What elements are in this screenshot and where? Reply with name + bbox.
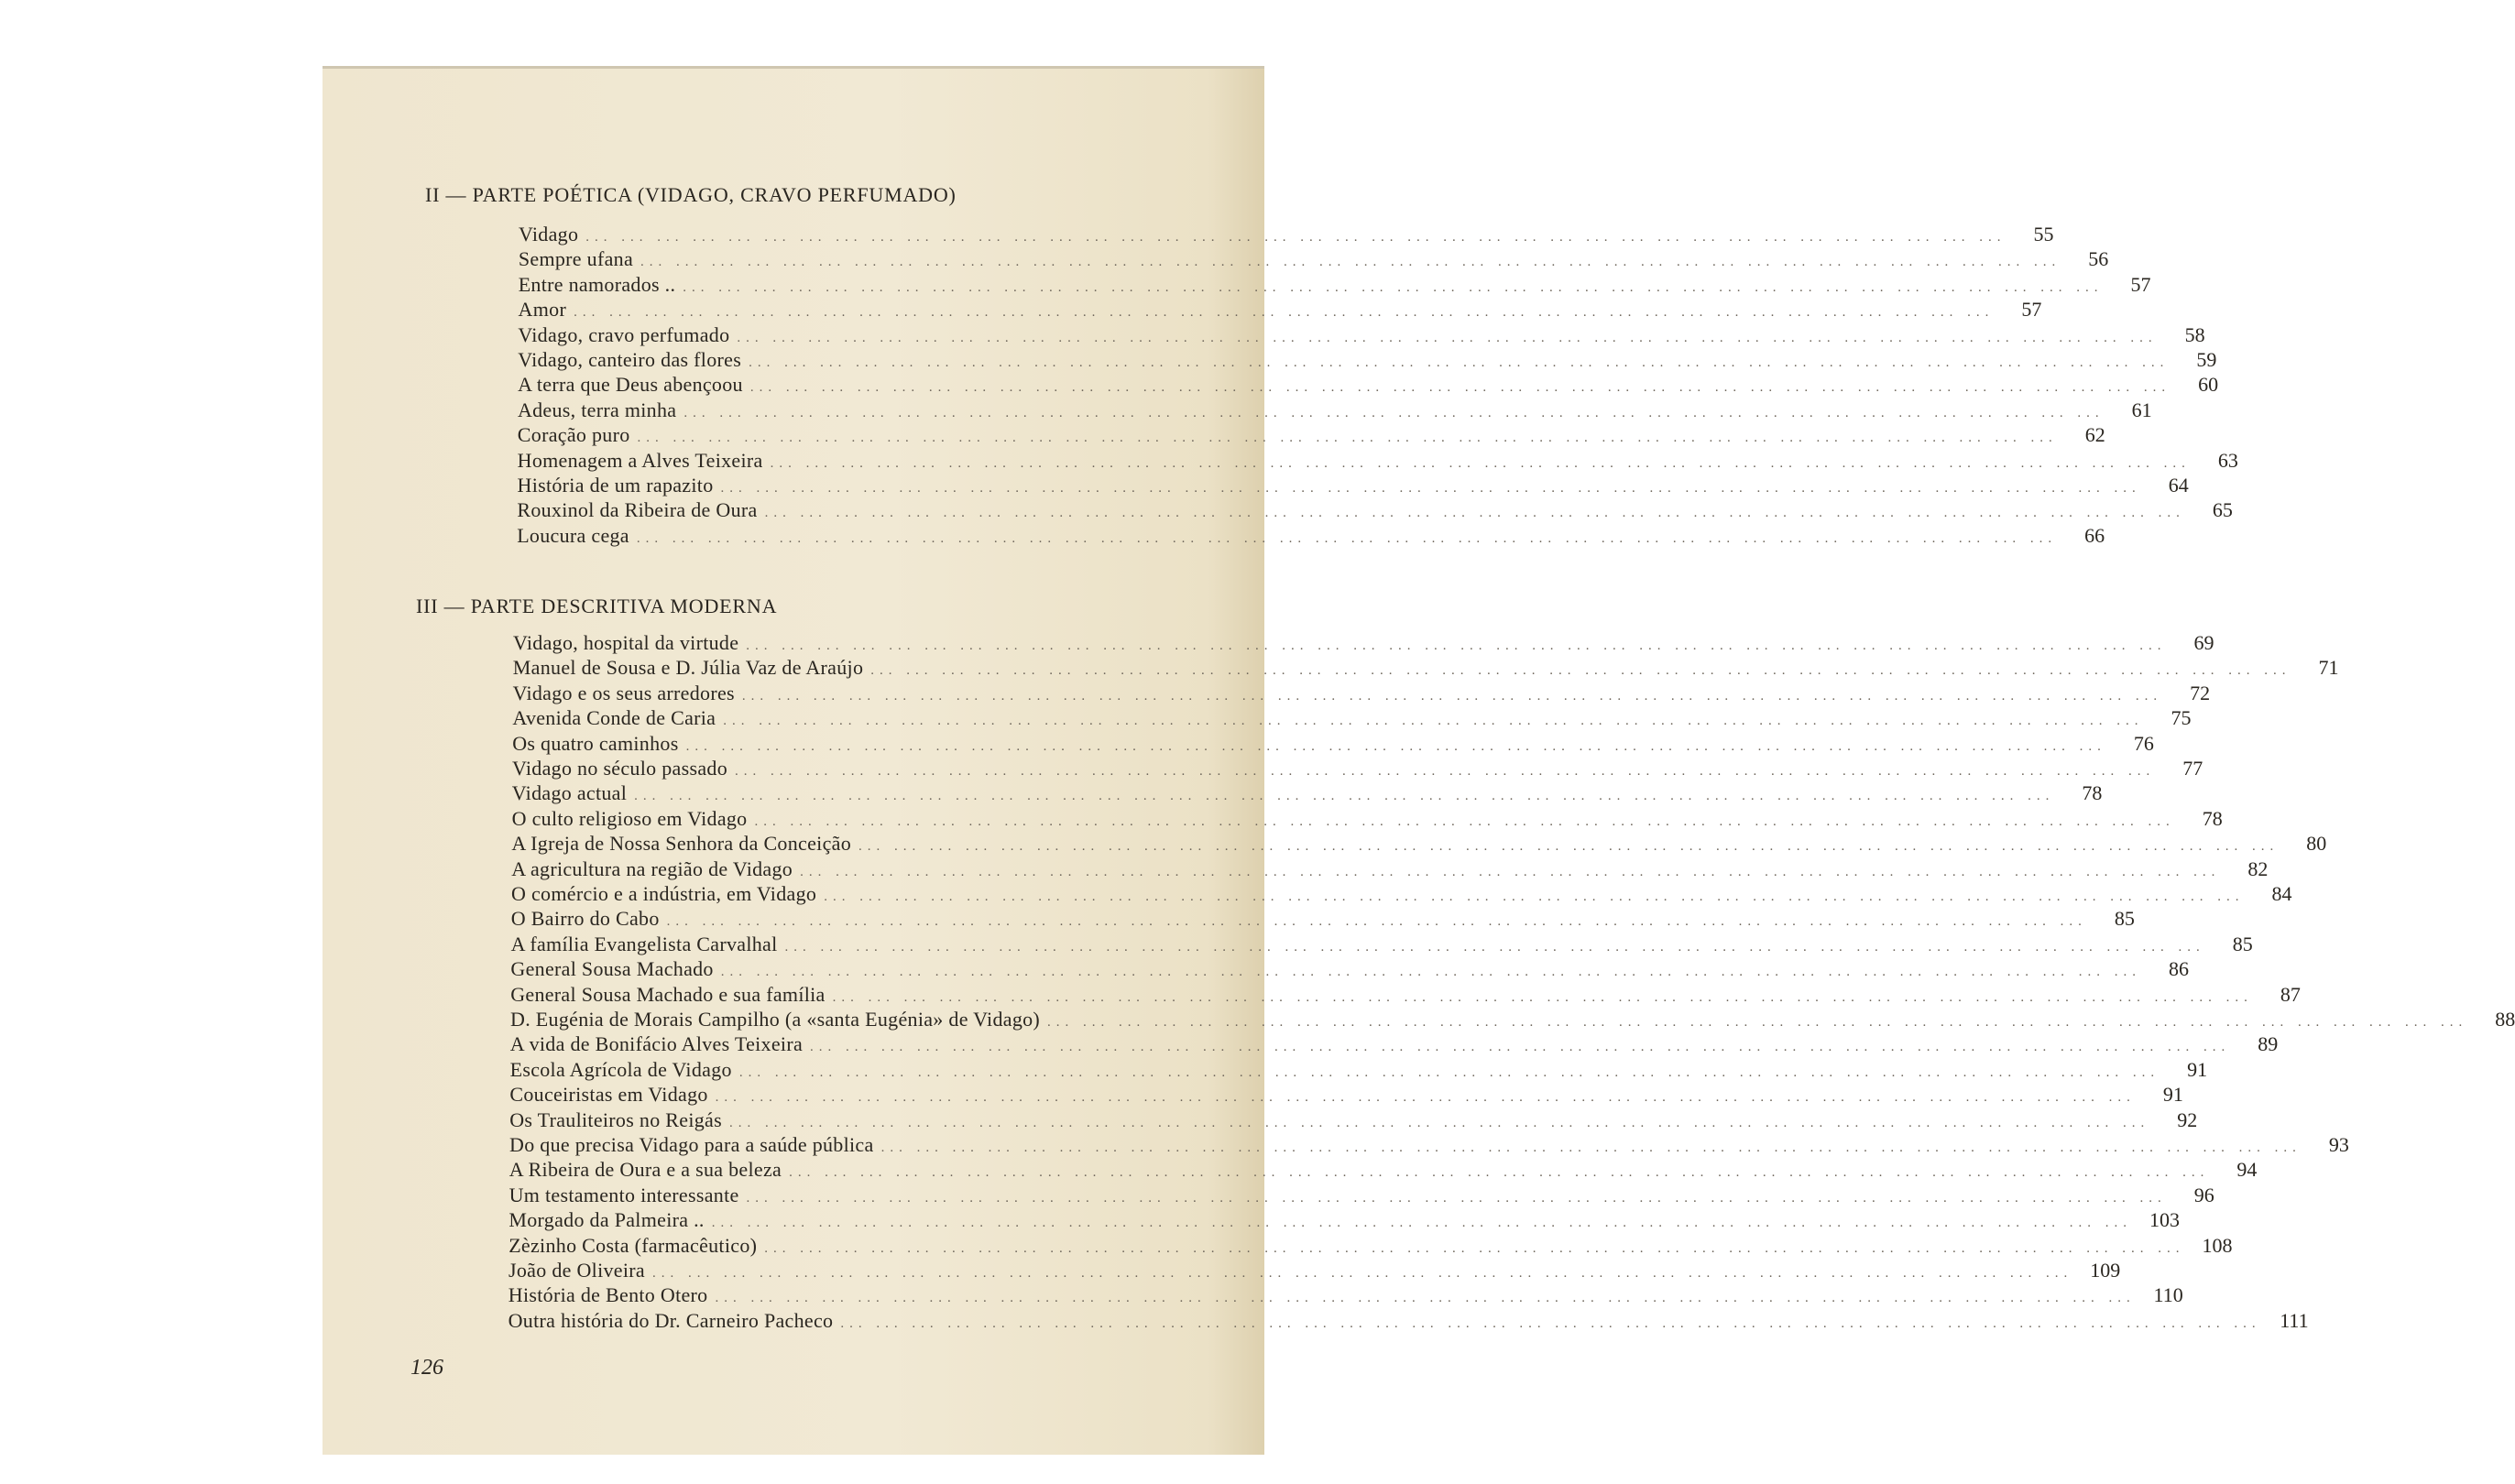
toc-entry-page: 76 — [2133, 731, 2154, 755]
toc-entry-page: 88 — [2495, 1008, 2515, 1031]
toc-entry-page: 69 — [2193, 631, 2214, 654]
toc-entry-page: 58 — [2184, 322, 2205, 346]
dot-leader: ... ... ... ... ... ... ... ... ... ... ... ... ... ... ... ... ... ... ... ... ... ... ... ... ... ... ... ... ... ... ... ... ... ... ... ... ... ... ... ... — [749, 380, 2171, 396]
toc-entry — [512, 731, 2154, 756]
toc-entry-title: Vidago — [519, 223, 579, 246]
toc-entry — [517, 497, 2233, 522]
toc-entry-page: 66 — [2084, 523, 2105, 547]
dot-leader: ... ... ... ... ... ... ... ... ... ... ... ... ... ... ... ... ... ... ... ... ... ... ... ... ... ... ... ... ... ... ... ... ... ... ... ... ... ... ... ... — [1047, 1015, 2468, 1030]
toc-entry-page: 64 — [2168, 474, 2189, 496]
toc-entry-page: 71 — [2318, 656, 2339, 680]
toc-entry — [509, 1082, 2183, 1107]
dot-leader: ... ... ... ... ... ... ... ... ... ... ... ... ... ... ... ... ... ... ... ... ... ... ... ... ... ... ... ... ... ... ... ... ... ... ... ... ... ... ... ... — [651, 1266, 2073, 1281]
toc-entry-page: 57 — [2130, 272, 2151, 296]
toc-entry-title: Vidago, cravo perfumado — [518, 322, 730, 346]
dot-leader: ... ... ... ... ... ... ... ... ... ... ... ... ... ... ... ... ... ... ... ... ... ... ... ... ... ... ... ... ... ... ... ... ... ... ... ... ... ... ... ... — [764, 506, 2185, 521]
section-heading-descritiva: III — PARTE DESCRITIVA MODERNA — [416, 595, 778, 617]
toc-entry-title: General Sousa Machado e sua família — [510, 982, 826, 1006]
dot-leader: ... ... ... ... ... ... ... ... ... ... ... ... ... ... ... ... ... ... ... ... ... ... ... ... ... ... ... ... ... ... ... ... ... ... ... ... ... ... ... ... — [636, 530, 2058, 546]
toc-entry — [509, 1108, 2198, 1132]
dot-leader: ... ... ... ... ... ... ... ... ... ... ... ... ... ... ... ... ... ... ... ... ... ... ... ... ... ... ... ... ... ... ... ... ... ... ... ... ... ... ... ... — [711, 1216, 2132, 1231]
toc-entry-title: Entre namorados .. — [518, 272, 676, 296]
toc-entry-page: 61 — [2131, 398, 2152, 421]
dot-leader: ... ... ... ... ... ... ... ... ... ... ... ... ... ... ... ... ... ... ... ... ... ... ... ... ... ... ... ... ... ... ... ... ... ... ... ... ... ... ... ... — [784, 939, 2205, 955]
toc-entry-title: General Sousa Machado — [510, 957, 714, 981]
toc-entry — [510, 956, 2189, 981]
dot-leader: ... ... ... ... ... ... ... ... ... ... ... ... ... ... ... ... ... ... ... ... ... ... ... ... ... ... ... ... ... ... ... ... ... ... ... ... ... ... ... ... — [741, 688, 2163, 704]
toc-entry — [509, 1057, 2208, 1082]
toc-entry — [513, 630, 2214, 655]
toc-entry-title: Vidago actual — [511, 781, 628, 805]
toc-entry-page: 94 — [2236, 1158, 2258, 1182]
toc-entry-page: 96 — [2193, 1183, 2214, 1206]
toc-entry-page: 87 — [2280, 982, 2301, 1006]
toc-entry-page: 55 — [2033, 223, 2054, 246]
toc-entry-title: Sempre ufana — [518, 247, 634, 271]
toc-entry — [518, 246, 2109, 271]
toc-entry-page: 60 — [2198, 373, 2219, 397]
toc-entry — [517, 398, 2152, 422]
dot-leader: ... ... ... ... ... ... ... ... ... ... ... ... ... ... ... ... ... ... ... ... ... ... ... ... ... ... ... ... ... ... ... ... ... ... ... ... ... ... ... ... — [723, 714, 2144, 729]
toc-entry-page: 92 — [2177, 1108, 2198, 1131]
toc-entry-title: A terra que Deus abençoou — [518, 373, 743, 397]
toc-entry — [508, 1207, 2180, 1232]
toc-entry-page: 77 — [2182, 757, 2203, 780]
toc-entry-title: João de Oliveira — [508, 1259, 645, 1282]
dot-leader: ... ... ... ... ... ... ... ... ... ... ... ... ... ... ... ... ... ... ... ... ... ... ... ... ... ... ... ... ... ... ... ... ... ... ... ... ... ... ... ... — [738, 1064, 2160, 1080]
toc-entry — [508, 1308, 2309, 1333]
toc-entry-title: Morgado da Palmeira .. — [508, 1208, 705, 1232]
toc-entry — [511, 881, 2292, 906]
toc-entry-title: Amor — [518, 298, 567, 322]
toc-entry-page: 56 — [2088, 247, 2109, 271]
toc-entry-title: Vidago no século passado — [512, 757, 727, 780]
toc-entry — [510, 1007, 2515, 1031]
toc-entry — [509, 1031, 2279, 1056]
toc-entry-title: História de um rapazito — [517, 474, 714, 496]
toc-entry-title: Outra história do Dr. Carneiro Pacheco — [508, 1308, 834, 1332]
dot-leader: ... ... ... ... ... ... ... ... ... ... ... ... ... ... ... ... ... ... ... ... ... ... ... ... ... ... ... ... ... ... ... ... ... ... ... ... ... ... ... ... — [840, 1315, 2261, 1331]
toc-entry-page: 91 — [2162, 1083, 2183, 1107]
toc-entry-title: O culto religioso em Vidago — [511, 806, 748, 830]
toc-entry-title: Os quatro caminhos — [512, 731, 679, 755]
dot-leader: ... ... ... ... ... ... ... ... ... ... ... ... ... ... ... ... ... ... ... ... ... ... ... ... ... ... ... ... ... ... ... ... ... ... ... ... ... ... ... ... — [746, 1190, 2167, 1206]
dot-leader: ... ... ... ... ... ... ... ... ... ... ... ... ... ... ... ... ... ... ... ... ... ... ... ... ... ... ... ... ... ... ... ... ... ... ... ... ... ... ... ... — [800, 864, 2221, 879]
toc-entry — [511, 780, 2103, 805]
toc-entry-page: 78 — [2202, 806, 2223, 830]
dot-leader: ... ... ... ... ... ... ... ... ... ... ... ... ... ... ... ... ... ... ... ... ... ... ... ... ... ... ... ... ... ... ... ... ... ... ... ... ... ... ... ... — [810, 1040, 2231, 1055]
dot-leader: ... ... ... ... ... ... ... ... ... ... ... ... ... ... ... ... ... ... ... ... ... ... ... ... ... ... ... ... ... ... ... ... ... ... ... ... ... ... ... ... — [715, 1090, 2136, 1106]
toc-entry — [512, 655, 2339, 680]
dot-leader: ... ... ... ... ... ... ... ... ... ... ... ... ... ... ... ... ... ... ... ... ... ... ... ... ... ... ... ... ... ... ... ... ... ... ... ... ... ... ... ... — [640, 255, 2061, 270]
toc-entry-title: Um testamento interessante — [508, 1183, 739, 1206]
toc-entry — [510, 932, 2253, 956]
dot-leader: ... ... ... ... ... ... ... ... ... ... ... ... ... ... ... ... ... ... ... ... ... ... ... ... ... ... ... ... ... ... ... ... ... ... ... ... ... ... ... ... — [754, 813, 2175, 829]
toc-entry-page: 111 — [2280, 1308, 2309, 1332]
toc-entry-title: O Bairro do Cabo — [510, 907, 660, 931]
toc-entry — [508, 1258, 2121, 1282]
toc-entry-title: Zèzinho Costa (farmacêutico) — [508, 1233, 758, 1257]
toc-entry — [510, 982, 2301, 1007]
toc-entry — [517, 473, 2189, 497]
toc-entry — [508, 1183, 2214, 1207]
dot-leader: ... ... ... ... ... ... ... ... ... ... ... ... ... ... ... ... ... ... ... ... ... ... ... ... ... ... ... ... ... ... ... ... ... ... ... ... ... ... ... ... — [824, 889, 2245, 904]
dot-leader: ... ... ... ... ... ... ... ... ... ... ... ... ... ... ... ... ... ... ... ... ... ... ... ... ... ... ... ... ... ... ... ... ... ... ... ... ... ... ... ... — [737, 330, 2158, 345]
dot-leader: ... ... ... ... ... ... ... ... ... ... ... ... ... ... ... ... ... ... ... ... ... ... ... ... ... ... ... ... ... ... ... ... ... ... ... ... ... ... ... ... — [789, 1165, 2210, 1181]
toc-entry — [511, 857, 2269, 881]
dot-leader: ... ... ... ... ... ... ... ... ... ... ... ... ... ... ... ... ... ... ... ... ... ... ... ... ... ... ... ... ... ... ... ... ... ... ... ... ... ... ... ... — [858, 839, 2280, 855]
toc-entry-page: 85 — [2232, 932, 2253, 955]
dot-leader: ... ... ... ... ... ... ... ... ... ... ... ... ... ... ... ... ... ... ... ... ... ... ... ... ... ... ... ... ... ... ... ... ... ... ... ... ... ... ... ... — [764, 1240, 2185, 1256]
toc-entry-title: A família Evangelista Carvalhal — [510, 932, 778, 955]
toc-entry-title: Adeus, terra minha — [517, 398, 677, 421]
toc-entry-title: Avenida Conde de Caria — [512, 706, 716, 730]
toc-entry — [509, 1132, 2349, 1157]
toc-entry-page: 78 — [2082, 781, 2103, 805]
toc-entry-title: Loucura cega — [517, 523, 629, 547]
toc-entry-title: A vida de Bonifácio Alves Teixeira — [509, 1032, 804, 1056]
dot-leader: ... ... ... ... ... ... ... ... ... ... ... ... ... ... ... ... ... ... ... ... ... ... ... ... ... ... ... ... ... ... ... ... ... ... ... ... ... ... ... ... — [749, 355, 2170, 370]
toc-entry — [511, 806, 2223, 831]
dot-leader: ... ... ... ... ... ... ... ... ... ... ... ... ... ... ... ... ... ... ... ... ... ... ... ... ... ... ... ... ... ... ... ... ... ... ... ... ... ... ... ... — [574, 305, 1995, 321]
toc-entry-title: Vidago, canteiro das flores — [518, 348, 742, 371]
dot-leader: ... ... ... ... ... ... ... ... ... ... ... ... ... ... ... ... ... ... ... ... ... ... ... ... ... ... ... ... ... ... ... ... ... ... ... ... ... ... ... ... — [720, 481, 2141, 496]
dot-leader: ... ... ... ... ... ... ... ... ... ... ... ... ... ... ... ... ... ... ... ... ... ... ... ... ... ... ... ... ... ... ... ... ... ... ... ... ... ... ... ... — [870, 663, 2291, 679]
toc-entry-title: Coração puro — [517, 423, 630, 447]
toc-entry — [512, 756, 2203, 780]
toc-entry — [518, 297, 2042, 322]
dot-leader: ... ... ... ... ... ... ... ... ... ... ... ... ... ... ... ... ... ... ... ... ... ... ... ... ... ... ... ... ... ... ... ... ... ... ... ... ... ... ... ... — [585, 230, 2007, 245]
toc-entry — [508, 1157, 2258, 1182]
dot-leader: ... ... ... ... ... ... ... ... ... ... ... ... ... ... ... ... ... ... ... ... ... ... ... ... ... ... ... ... ... ... ... ... ... ... ... ... ... ... ... ... — [720, 965, 2141, 980]
toc-entry-page: 109 — [2090, 1259, 2121, 1282]
toc-entry-page: 86 — [2168, 957, 2189, 981]
toc-entry — [510, 906, 2135, 931]
dot-leader: ... ... ... ... ... ... ... ... ... ... ... ... ... ... ... ... ... ... ... ... ... ... ... ... ... ... ... ... ... ... ... ... ... ... ... ... ... ... ... ... — [666, 914, 2087, 930]
dot-leader: ... ... ... ... ... ... ... ... ... ... ... ... ... ... ... ... ... ... ... ... ... ... ... ... ... ... ... ... ... ... ... ... ... ... ... ... ... ... ... ... — [715, 1291, 2136, 1306]
toc-entry-page: 72 — [2190, 681, 2211, 704]
toc-entry — [517, 523, 2105, 548]
toc-entry — [517, 422, 2105, 447]
toc-entry-title: A agricultura na região de Vidago — [511, 857, 793, 880]
dot-leader: ... ... ... ... ... ... ... ... ... ... ... ... ... ... ... ... ... ... ... ... ... ... ... ... ... ... ... ... ... ... ... ... ... ... ... ... ... ... ... ... — [746, 638, 2167, 653]
book-page — [323, 66, 2515, 1455]
toc-entry-title: Couceiristas em Vidago — [509, 1083, 708, 1107]
dot-leader: ... ... ... ... ... ... ... ... ... ... ... ... ... ... ... ... ... ... ... ... ... ... ... ... ... ... ... ... ... ... ... ... ... ... ... ... ... ... ... ... — [728, 1115, 2150, 1130]
toc-entry-title: Os Trauliteiros no Reigás — [509, 1108, 722, 1131]
toc-entry-page: 93 — [2328, 1133, 2349, 1156]
toc-entry-page: 110 — [2153, 1283, 2183, 1307]
dot-leader: ... ... ... ... ... ... ... ... ... ... ... ... ... ... ... ... ... ... ... ... ... ... ... ... ... ... ... ... ... ... ... ... ... ... ... ... ... ... ... ... — [832, 989, 2253, 1005]
toc-entry-page: 89 — [2258, 1032, 2279, 1056]
toc-entry — [512, 705, 2192, 730]
toc-entry-title: A Ribeira de Oura e a sua beleza — [508, 1158, 782, 1182]
toc-entry-title: Vidago e os seus arredores — [512, 681, 735, 704]
page-number: 126 — [410, 1356, 443, 1380]
toc-entry-page: 80 — [2306, 832, 2327, 856]
toc-entry — [518, 272, 2151, 297]
toc-entry — [518, 347, 2217, 372]
toc-entry — [517, 448, 2238, 473]
dot-leader: ... ... ... ... ... ... ... ... ... ... ... ... ... ... ... ... ... ... ... ... ... ... ... ... ... ... ... ... ... ... ... ... ... ... ... ... ... ... ... ... — [770, 455, 2191, 471]
section-heading-poetica: II — PARTE POÉTICA (VIDAGO, CRAVO PERFUMADO) — [425, 183, 957, 206]
toc-entry-page: 59 — [2196, 348, 2217, 371]
toc-entry — [512, 681, 2211, 705]
toc-entry-page: 65 — [2212, 498, 2233, 522]
toc-entry-page: 85 — [2114, 907, 2135, 931]
toc-entry-title: Rouxinol da Ribeira de Oura — [517, 498, 758, 522]
toc-entry-page: 84 — [2271, 882, 2292, 905]
dot-leader: ... ... ... ... ... ... ... ... ... ... ... ... ... ... ... ... ... ... ... ... ... ... ... ... ... ... ... ... ... ... ... ... ... ... ... ... ... ... ... ... — [685, 738, 2106, 754]
toc-entry-page: 108 — [2202, 1233, 2233, 1257]
toc-entry-title: Homenagem a Alves Teixeira — [517, 448, 763, 472]
toc-entry-page: 82 — [2247, 857, 2269, 880]
toc-entry-page: 57 — [2021, 298, 2042, 322]
dot-leader: ... ... ... ... ... ... ... ... ... ... ... ... ... ... ... ... ... ... ... ... ... ... ... ... ... ... ... ... ... ... ... ... ... ... ... ... ... ... ... ... — [637, 431, 2058, 446]
toc-entry-title: Manuel de Sousa e D. Júlia Vaz de Araújo — [512, 656, 864, 680]
toc-entry — [511, 831, 2327, 856]
dot-leader: ... ... ... ... ... ... ... ... ... ... ... ... ... ... ... ... ... ... ... ... ... ... ... ... ... ... ... ... ... ... ... ... ... ... ... ... ... ... ... ... — [683, 279, 2104, 295]
dot-leader: ... ... ... ... ... ... ... ... ... ... ... ... ... ... ... ... ... ... ... ... ... ... ... ... ... ... ... ... ... ... ... ... ... ... ... ... ... ... ... ... — [683, 405, 2105, 420]
toc-entry — [508, 1282, 2183, 1307]
toc-entry-title: História de Bento Otero — [508, 1283, 708, 1307]
toc-entry — [518, 372, 2219, 397]
toc-entry-title: Vidago, hospital da virtude — [513, 631, 739, 654]
toc-entry-title: Do que precisa Vidago para a saúde pública — [509, 1133, 874, 1156]
dot-leader: ... ... ... ... ... ... ... ... ... ... ... ... ... ... ... ... ... ... ... ... ... ... ... ... ... ... ... ... ... ... ... ... ... ... ... ... ... ... ... ... — [735, 764, 2156, 779]
toc-entry-title: Escola Agrícola de Vidago — [509, 1057, 732, 1081]
toc-entry-page: 91 — [2187, 1057, 2208, 1081]
toc-entry-title: A Igreja de Nossa Senhora da Conceição — [511, 832, 851, 856]
toc-entry — [519, 222, 2054, 246]
toc-entry — [508, 1233, 2233, 1258]
toc-entry-page: 75 — [2171, 706, 2192, 730]
toc-entry — [518, 322, 2205, 347]
toc-entry-title: O comércio e a indústria, em Vidago — [511, 882, 817, 905]
toc-entry-page: 103 — [2149, 1208, 2180, 1232]
toc-entry-page: 62 — [2084, 423, 2105, 447]
toc-entry-title: D. Eugénia de Morais Campilho (a «santa Eugénia» de Vidago) — [510, 1008, 1041, 1031]
toc-entry-page: 63 — [2217, 448, 2238, 472]
dot-leader: ... ... ... ... ... ... ... ... ... ... ... ... ... ... ... ... ... ... ... ... ... ... ... ... ... ... ... ... ... ... ... ... ... ... ... ... ... ... ... ... — [880, 1140, 2302, 1155]
dot-leader: ... ... ... ... ... ... ... ... ... ... ... ... ... ... ... ... ... ... ... ... ... ... ... ... ... ... ... ... ... ... ... ... ... ... ... ... ... ... ... ... — [634, 789, 2055, 804]
